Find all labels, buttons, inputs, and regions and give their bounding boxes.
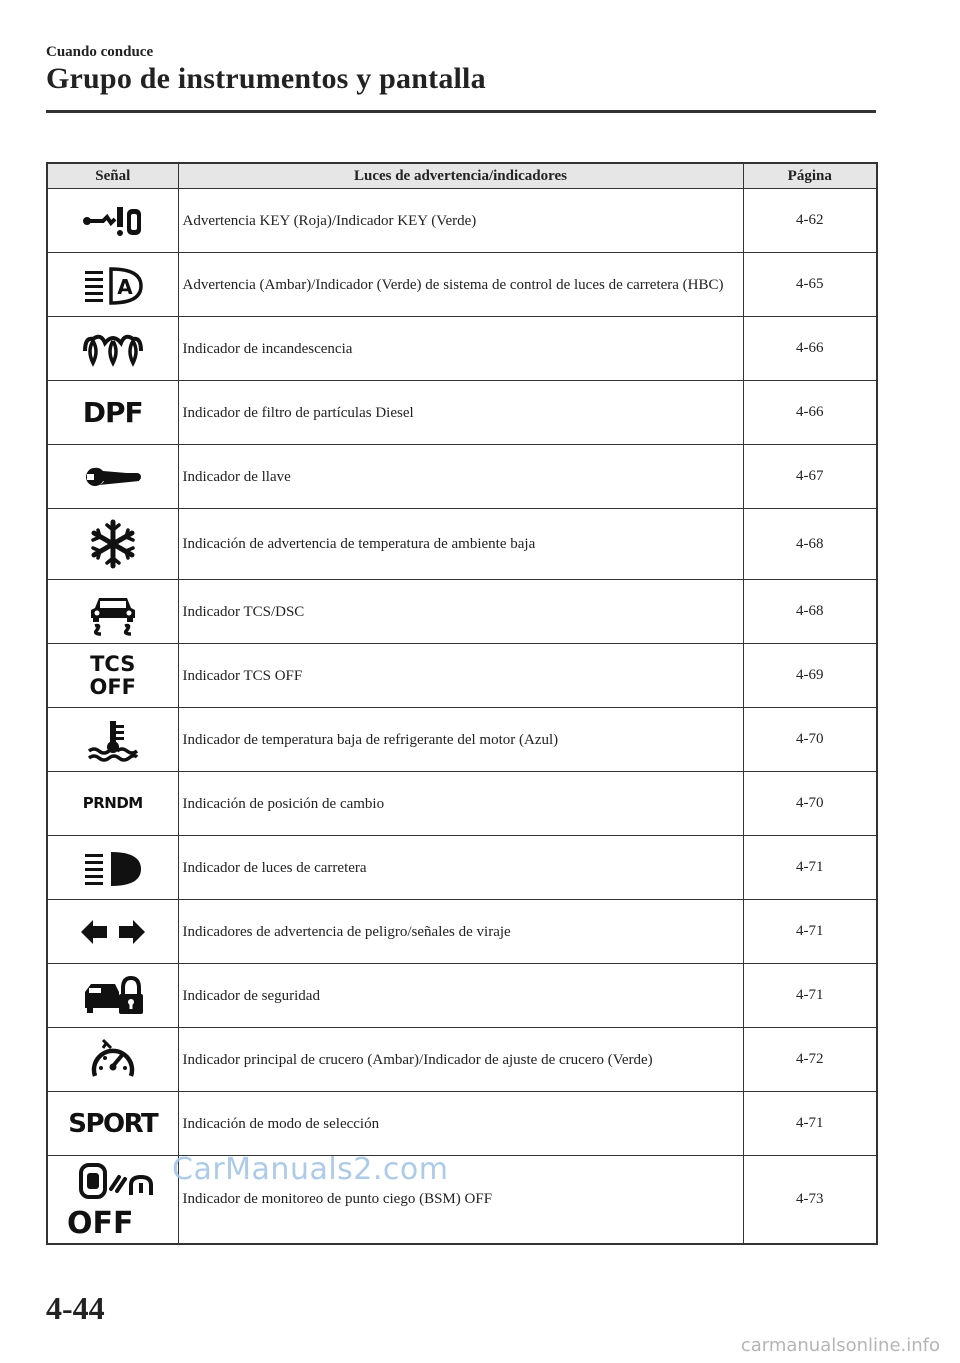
section-label: Cuando conduce bbox=[46, 44, 154, 60]
signal-cell bbox=[47, 580, 178, 644]
page-cell: 4-73 bbox=[743, 1156, 877, 1244]
signal-cell bbox=[47, 1156, 178, 1244]
glow-plug-icon bbox=[81, 327, 145, 371]
coolant-temp-icon bbox=[81, 717, 145, 763]
page-cell: 4-70 bbox=[743, 772, 877, 836]
security-icon bbox=[81, 974, 145, 1018]
table-row bbox=[47, 1092, 877, 1156]
signal-cell bbox=[47, 900, 178, 964]
table-header-row bbox=[47, 163, 877, 189]
table-row bbox=[47, 900, 877, 964]
table-row bbox=[47, 772, 877, 836]
description-cell: Indicador principal de crucero (Ambar)/Indicador de ajuste de crucero (Verde) bbox=[178, 1028, 743, 1092]
column-header-page: Página bbox=[743, 163, 877, 189]
description-cell: Indicación de advertencia de temperatura de ambiente baja bbox=[178, 509, 743, 580]
description-cell: Indicación de posición de cambio bbox=[178, 772, 743, 836]
page-cell: 4-71 bbox=[743, 1092, 877, 1156]
table-row bbox=[47, 509, 877, 580]
signal-cell bbox=[47, 189, 178, 253]
page-cell: 4-71 bbox=[743, 964, 877, 1028]
turn-signal-icon bbox=[77, 912, 149, 952]
column-header-signal: Señal bbox=[47, 163, 178, 189]
description-cell: Indicador de incandescencia bbox=[178, 317, 743, 381]
signal-cell bbox=[47, 708, 178, 772]
table-row bbox=[47, 580, 877, 644]
warning-indicator-table bbox=[46, 162, 878, 1245]
description-cell: Indicador TCS OFF bbox=[178, 644, 743, 708]
table-row bbox=[47, 317, 877, 381]
snowflake-icon bbox=[81, 518, 145, 570]
description-cell: Advertencia KEY (Roja)/Indicador KEY (Verde) bbox=[178, 189, 743, 253]
page-cell: 4-62 bbox=[743, 189, 877, 253]
signal-cell bbox=[47, 772, 178, 836]
sport-icon: SPORT bbox=[68, 1108, 158, 1139]
page-cell: 4-66 bbox=[743, 381, 877, 445]
page-cell: 4-68 bbox=[743, 509, 877, 580]
tcs-off-icon-top: TCS bbox=[90, 651, 136, 676]
description-cell: Indicador TCS/DSC bbox=[178, 580, 743, 644]
table-row bbox=[47, 381, 877, 445]
page-cell: 4-71 bbox=[743, 836, 877, 900]
description-cell: Indicador de monitoreo de punto ciego (BSM) OFF bbox=[178, 1156, 743, 1244]
footer-url: carmanualsonline.info bbox=[740, 1335, 940, 1356]
table-row bbox=[47, 836, 877, 900]
description-cell: Indicación de modo de selección bbox=[178, 1092, 743, 1156]
tcs-off-icon bbox=[89, 651, 137, 699]
watermark: CarManuals2.com bbox=[172, 1152, 449, 1187]
signal-cell bbox=[47, 644, 178, 708]
column-header-lights: Luces de advertencia/indicadores bbox=[178, 163, 743, 189]
description-cell: Indicador de filtro de partículas Diesel bbox=[178, 381, 743, 445]
dpf-icon: DPF bbox=[82, 395, 143, 429]
signal-cell bbox=[47, 1028, 178, 1092]
signal-cell bbox=[47, 836, 178, 900]
page-number: 4-44 bbox=[46, 1290, 105, 1326]
auto-high-beam-icon bbox=[81, 263, 145, 307]
table-row bbox=[47, 644, 877, 708]
table-row bbox=[47, 964, 877, 1028]
page-cell: 4-72 bbox=[743, 1028, 877, 1092]
tcs-off-icon-bottom: OFF bbox=[89, 674, 137, 699]
title-divider bbox=[46, 110, 876, 113]
description-cell: Advertencia (Ambar)/Indicador (Verde) de sistema de control de luces de carretera (HBC) bbox=[178, 253, 743, 317]
page-cell: 4-70 bbox=[743, 708, 877, 772]
description-cell: Indicador de llave bbox=[178, 445, 743, 509]
table-row bbox=[47, 1028, 877, 1092]
description-cell: Indicador de luces de carretera bbox=[178, 836, 743, 900]
shift-position-icon: PRNDM bbox=[82, 794, 143, 813]
signal-cell bbox=[47, 253, 178, 317]
description-cell: Indicador de seguridad bbox=[178, 964, 743, 1028]
signal-cell bbox=[47, 509, 178, 580]
description-cell: Indicador de temperatura baja de refrigerante del motor (Azul) bbox=[178, 708, 743, 772]
page-cell: 4-71 bbox=[743, 900, 877, 964]
high-beam-icon bbox=[81, 846, 145, 890]
tcs-dsc-icon bbox=[81, 588, 145, 636]
cruise-icon bbox=[81, 1036, 145, 1084]
table-row bbox=[47, 708, 877, 772]
key-warning-icon bbox=[81, 199, 145, 243]
page-cell: 4-68 bbox=[743, 580, 877, 644]
signal-cell bbox=[47, 381, 178, 445]
page-title: Grupo de instrumentos y pantalla bbox=[46, 62, 486, 95]
page-cell: 4-65 bbox=[743, 253, 877, 317]
signal-cell bbox=[47, 964, 178, 1028]
table-row bbox=[47, 445, 877, 509]
svg-text:A: A bbox=[117, 274, 133, 299]
signal-cell bbox=[47, 445, 178, 509]
bsm-off-icon bbox=[63, 1159, 163, 1239]
signal-cell bbox=[47, 1092, 178, 1156]
bsm-off-icon-text: OFF bbox=[66, 1206, 134, 1240]
page-cell: 4-66 bbox=[743, 317, 877, 381]
page-cell: 4-67 bbox=[743, 445, 877, 509]
signal-cell bbox=[47, 317, 178, 381]
page-cell: 4-69 bbox=[743, 644, 877, 708]
table-row bbox=[47, 253, 877, 317]
wrench-icon bbox=[81, 455, 145, 499]
table-row bbox=[47, 189, 877, 253]
description-cell: Indicadores de advertencia de peligro/señales de viraje bbox=[178, 900, 743, 964]
